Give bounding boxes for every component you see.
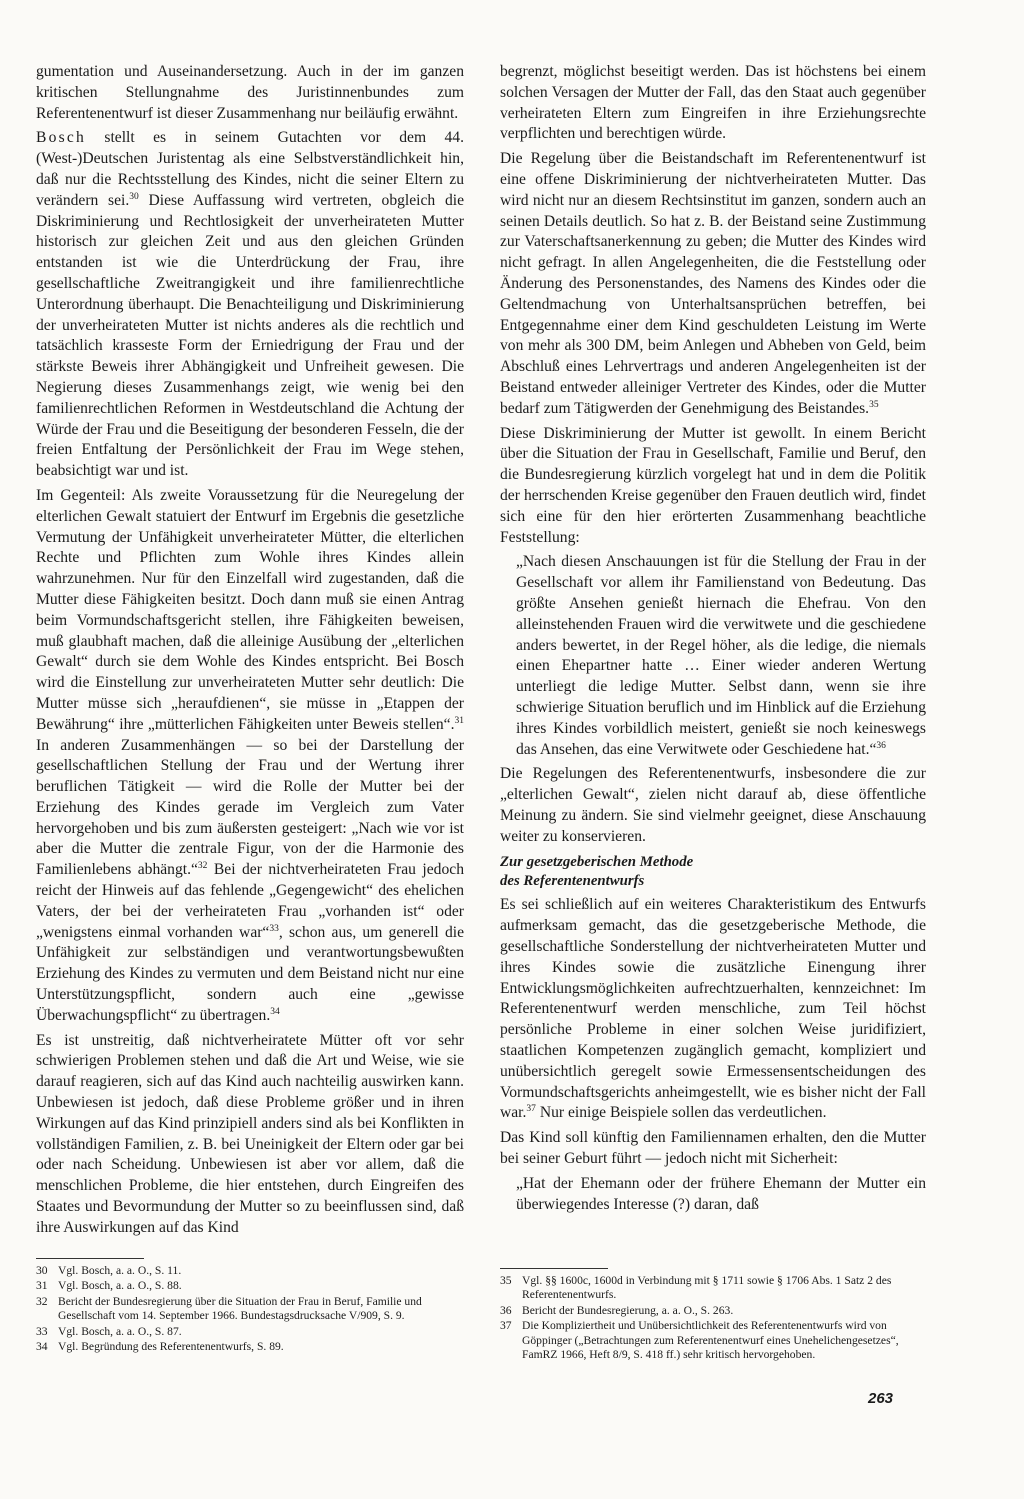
footnote-ref: 32 (197, 861, 208, 872)
page-number: 263 (868, 1390, 894, 1407)
right-column (500, 62, 926, 1219)
paragraph: Diese Diskriminierung der Mutter ist gewollt. In einem Bericht über die Situation der Frau in Gesellschaft, Familie und Beruf, den die Bundesregierung kürzlich vorgelegt hat und in dem die Politik der herrschenden Kreise gegenüber den Frauen deutlich wird, findet sich eine für den hier erörterten Zusammenhang beachtliche Feststellung: (500, 424, 926, 546)
footnote: 34 Vgl. Begründung des Referentenentwurfs, S. 89. (36, 1340, 284, 1354)
paragraph: begrenzt, möglichst beseitigt werden. Das ist höchstens bei einem solchen Versagen der Mutter der Fall, das den Staat auch gegenüber verheirateten Eltern zum Eingreifen in ihre Erziehungsrechte verpflichten und berechtigen würde. (500, 63, 926, 143)
author-name: Bosch (36, 129, 86, 147)
footnote: 36 Bericht der Bundesregierung, a. a. O., S. 263. (500, 1303, 734, 1317)
footnotes-right (500, 1274, 926, 1363)
footnote-divider (500, 1268, 608, 1269)
footnote: 30 Vgl. Bosch, a. a. O., S. 11. (36, 1264, 182, 1277)
block-quote: „Hat der Ehemann oder der frühere Ehemann der Mutter ein überwiegendes Interesse (?) daran, daß (516, 1174, 926, 1213)
section-heading: Zur gesetzgeberischen Methode des Referentenentwurfs (500, 854, 694, 890)
footnote: 33 Vgl. Bosch, a. a. O., S. 87. (36, 1324, 182, 1338)
footnote: 32 Bericht der Bundesregierung über die Situation der Frau in Beruf, Familie und Gesellschaft vom 14. September 1966. Bundestagsdrucksache V/909, S. 9. (36, 1294, 422, 1323)
footnote: 31 Vgl. Bosch, a. a. O., S. 88. (36, 1279, 182, 1293)
footnote-ref: 30 (129, 191, 139, 202)
paragraph: Es ist unstreitig, daß nichtverheiratete Mütter oft vor sehr schwierigen Problemen stehen und daß die Art und Weise, wie sie darauf reagieren, sich auf das Kind auch nachteilig auswirken kann. Unbewiesen ist jedoch, daß diese Probleme größer und in ihren Wirkungen auf das Kind prinzipiell anders sind als bei Konflikten in vollständigen Familien, z. B. bei Uneinigkeit der Eltern oder gar bei oder nach Scheidung. Unbewiesen ist aber vor allem, daß die menschlichen Probleme, die hier entstehen, durch Eingreifen des Staates und Bevormundung der Mutter so zu beeinflussen sind, daß ihre Auswirkungen auf das Kind (36, 1031, 464, 1236)
footnote-divider (36, 1258, 144, 1259)
footnote-ref: 34 (270, 1006, 280, 1017)
paragraph: Bosch stellt es in seinem Gutachten vor dem 44. (West-)Deutschen Juristentag als eine Selbstverständlichkeit hin, daß nur die Rechtsstellung des Kindes, nicht die seiner Eltern zu verändern sei.$^{30}$ Diese Auffassung wird vertreten, obgleich die Diskriminierung und Rechtlosigkeit der unverheirateten Mutter historisch zur gleichen Zeit und aus den gleichen Gründen entstanden ist wie die Unterdrückung der Frau, ihre gesellschaftliche Zweitrangigkeit und ihre familienrechtliche Unterordnung überhaupt. Die Benachteiligung und Diskriminierung der unverheirateten Mutter ist nichts anderes als die rechtlich und tatsächlich krasseste Form der Erniedrigung der Frau und der stärkste Beweis ihrer Abhängigkeit und Unfreiheit gewesen. Die Negierung dieses Zusammenhangs zeigt, wie wenig bei den familienrechtlichen Reformen in Westdeutschland die Achtung der Würde der Frau und die Beseitigung der besonderen Fesseln, die der freien Entfaltung der Persönlichkeit der Frau im Wege stehen, beabsichtigt war und ist. (36, 129, 464, 480)
left-column (36, 62, 464, 1243)
paragraph: Die Regelungen des Referentenentwurfs, insbesondere die zur „elterlichen Gewalt“, zielen nicht darauf ab, diese öffentliche Meinung zu ändern. Sie sind vielmehr geeignet, diese Anschauung weiter zu konservieren. (500, 765, 926, 845)
paragraph: gumentation und Auseinandersetzung. Auch in der im ganzen kritischen Stellungnahme des Juristinnenbundes zum Referentenentwurf ist dieser Zusammenhang nur beiläufig erwähnt. (36, 63, 464, 122)
footnotes-left (36, 1264, 464, 1355)
footnote: 37 Die Kompliziertheit und Unübersichtlichkeit des Referentenentwurfs wird von Göppinger („Betrachtungen zum Referentenentwurf eines Unehelichengesetzes“, FamRZ 1966, Heft 8/9, S. 418 ff.) sehr kritisch hervorgehoben. (500, 1319, 899, 1362)
block-quote: „Nach diesen Anschauungen ist für die Stellung der Frau in der Gesellschaft vor allem ihr Familienstand von Bedeutung. Das größte Ansehen genießt hiernach die Ehefrau. Von den alleinstehenden Frauen wird die verwitwete und die geschiedene anders bewertet, in der Regel höher, als die ledige, die niemals einen Ehepartner hatte … Einer wieder anderen Wertung unterliegt die ledige Mutter. Selbst dann, wenn sie ihre schwierige Situation beruflich und im Hinblick auf die Erziehung ihres Kindes vorbildlich meistert, genießt sie noch keineswegs das Ansehen, das eine Verwitwete oder Geschiedene hat.“$^{36}$ (516, 553, 926, 758)
footnote-ref: 33 (269, 923, 279, 934)
footnote-ref: 37 (526, 1104, 536, 1115)
paragraph: Die Regelung über die Beistandschaft im Referentenentwurf ist eine offene Diskriminierung der nichtverheirateten Mutter. Das wird nicht nur an diesem Rechtsinstitut im ganzen, sondern auch an seinen Details deutlich. So hat z. B. der Beistand seine Zustimmung zur Vaterschaftsanerkennung zu geben; die Mutter des Kindes wird nicht gefragt. In allen Angelegenheiten, die die Feststellung oder Änderung des Personenstandes, des Namens des Kindes oder die Geltendmachung von Unterhaltsansprüchen betreffen, bei Entgegennahme einer dem Kind geschuldeten Leistung im Werte von mehr als 300 DM, beim Anlegen und Abheben von Geld, beim Abschluß eines Lehrvertrags und anderen Angelegenheiten ist der Beistand entweder alleiniger Vertreter des Kindes, oder die Mutter bedarf zum Tätigwerden der Genehmigung des Beistandes.$^{35}$ (500, 150, 926, 417)
footnote-ref: 36 (876, 740, 886, 751)
footnote-ref: 31 (454, 715, 464, 726)
footnote-ref: 35 (869, 399, 879, 410)
paragraph: Das Kind soll künftig den Familiennamen erhalten, den die Mutter bei seiner Geburt führt — jedoch nicht mit Sicherheit: (500, 1129, 926, 1168)
footnote: 35 Vgl. §§ 1600c, 1600d in Verbindung mit § 1711 sowie § 1706 Abs. 1 Satz 2 des Referentenentwurfs. (500, 1274, 892, 1302)
paragraph: Im Gegenteil: Als zweite Voraussetzung für die Neuregelung der elterlichen Gewalt statuiert der Entwurf im Ergebnis die gesetzliche Vermutung der Unfähigkeit unverheirateter Mütter, die elterlichen Rechte und Pflichten zum Wohle ihres Kindes allein wahrzunehmen. Nur für den Einzelfall wird zugestanden, daß die Mutter diese Fähigkeiten besitzt. Doch dann muß sie einen Antrag beim Vormundschaftsgericht stellen, ihre Fähigkeiten beweisen, muß glaubhaft machen, daß die alleinige Ausübung der „elterlichen Gewalt“ durch sie dem Wohle des Kindes entspricht. Bei Bosch wird die Einstellung zur unverheirateten Mutter sehr deutlich: Die Mutter müsse sich „heraufdienen“, sie müsse in „Etappen der Bewährung“ ihre „mütterlichen Fähigkeiten unter Beweis stellen“.$^{31}$ In anderen Zusammenhängen — so bei der Darstellung der gesellschaftlichen Stellung der Frau und der Wertung ihrer beruflichen Tätigkeit — wird die Rolle der Mutter bei der Erziehung des Kindes gerade im Vergleich zum Vater hervorgehoben und bis zum äußersten gesteigert: „Nach wie vor ist aber die Mutter die zentrale Figur, von der die Harmonie des Familienlebens abhängt.“$^{32}$ Bei der nichtverheirateten Frau jedoch reicht der Hinweis auf das fehlende „Gegengewicht“ des ehelichen Vaters, der bei der verheirateten Frau „vorhanden ist“ oder „wenigstens einmal vorhanden war“$^{33}$, schon aus, um generell die Unfähigkeit zur selbständigen und verantwortungsbewußten Erziehung des Kindes zu vermuten und dem Beistand nicht nur eine Unterstützungspflicht, sondern auch eine „gewisse Überwachungspflicht“ zu übertragen.$^{34}$ (36, 486, 464, 1024)
paragraph: Es sei schließlich auf ein weiteres Charakteristikum des Entwurfs aufmerksam gemacht, das die gesetzgeberische Methode, die gesellschaftliche Sonderstellung der nichtverheirateten Mutter und ihres Kindes sowie die zusätzliche Einengung ihrer Entwicklungsmöglichkeiten aufrechtzuerhalten, kennzeichnet: Im Referentenentwurf werden menschliche, zum Teil höchst persönliche Probleme in einer solchen Weise juridifiziert, staatlichen Kompetenzen zugänglich gemacht, kompliziert und unübersichtlich geregelt sowie Ermessensentscheidungen des Vormundschaftsgerichts anheimgestellt, wie es bisher nicht der Fall war.$^{37}$ Nur einige Beispiele sollen das verdeutlichen. (500, 896, 926, 1122)
